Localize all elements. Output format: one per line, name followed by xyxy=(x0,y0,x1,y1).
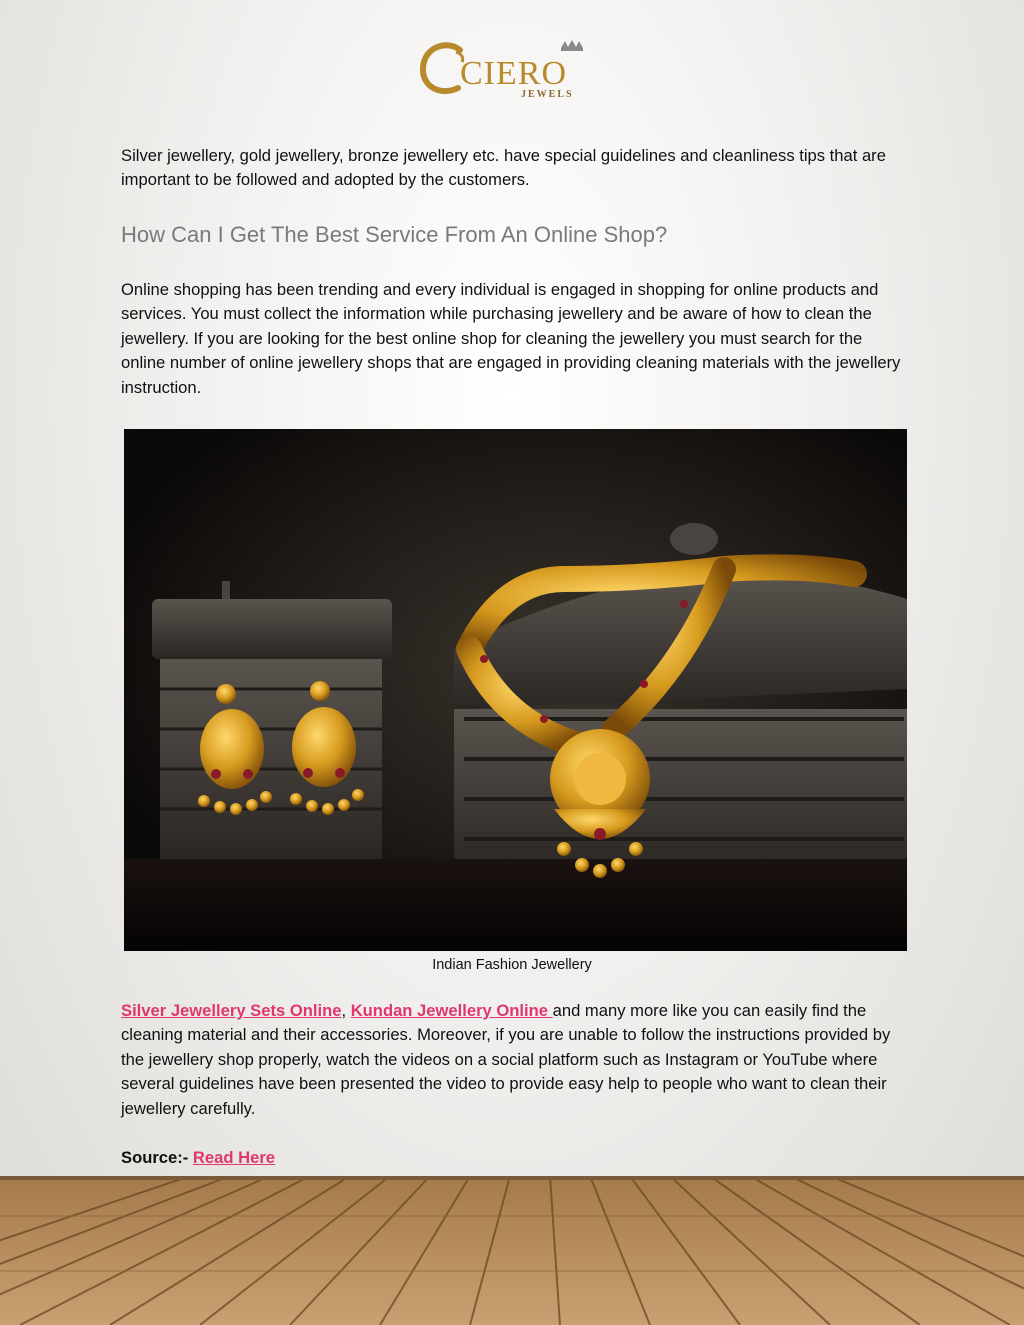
silver-jewellery-sets-link[interactable]: Silver Jewellery Sets Online xyxy=(121,1001,342,1020)
read-here-link[interactable]: Read Here xyxy=(192,1148,276,1167)
small-box xyxy=(152,581,392,859)
logo-graphic xyxy=(418,38,593,100)
logo-wordmark: CIERO xyxy=(460,55,567,92)
intro-paragraph: Silver jewellery, gold jewellery, bronze jewellery etc. have special guidelines and cleanliness tips that are important to be followed and adopted by the customers. xyxy=(121,146,886,190)
source-label: Source:- xyxy=(121,1148,193,1167)
source-line xyxy=(121,1148,275,1168)
logo-subtitle: JEWELS xyxy=(521,89,574,100)
section-heading: How Can I Get The Best Service From An Online Shop? xyxy=(121,222,668,247)
closing-text: and many more like you can easily find the cleaning material and their accessories. Moreover, if you are unable to follow the instructions provided by the jewellery shop properly, watch the videos on a social platform such as Instagram or YouTube where several guidelines have been presented the video to provide easy help to people who want to clean their jewellery carefully. xyxy=(121,1001,891,1118)
image-caption: Indian Fashion Jewellery xyxy=(432,957,592,973)
kundan-jewellery-link[interactable]: Kundan Jewellery Online xyxy=(350,1001,553,1020)
jewellery-photo xyxy=(124,429,907,951)
link-separator: , xyxy=(341,1001,351,1020)
body-paragraph: Online shopping has been trending and every individual is engaged in shopping for online products and services. You must collect the information while purchasing jewellery and be aware of how to clean the jewellery. If you are looking for the best online shop for cleaning the jewellery you must search for the online number of online jewellery shops that are engaged in providing cleaning materials with the jewellery instruction. xyxy=(121,280,901,397)
jewellery-photo-illustration xyxy=(124,429,907,951)
crown-icon xyxy=(561,40,583,51)
wood-floor-illustration xyxy=(0,1176,1024,1325)
ciero-jewels-logo xyxy=(418,38,593,100)
wood-floor-background xyxy=(0,1176,1024,1325)
closing-paragraph xyxy=(121,999,911,1121)
